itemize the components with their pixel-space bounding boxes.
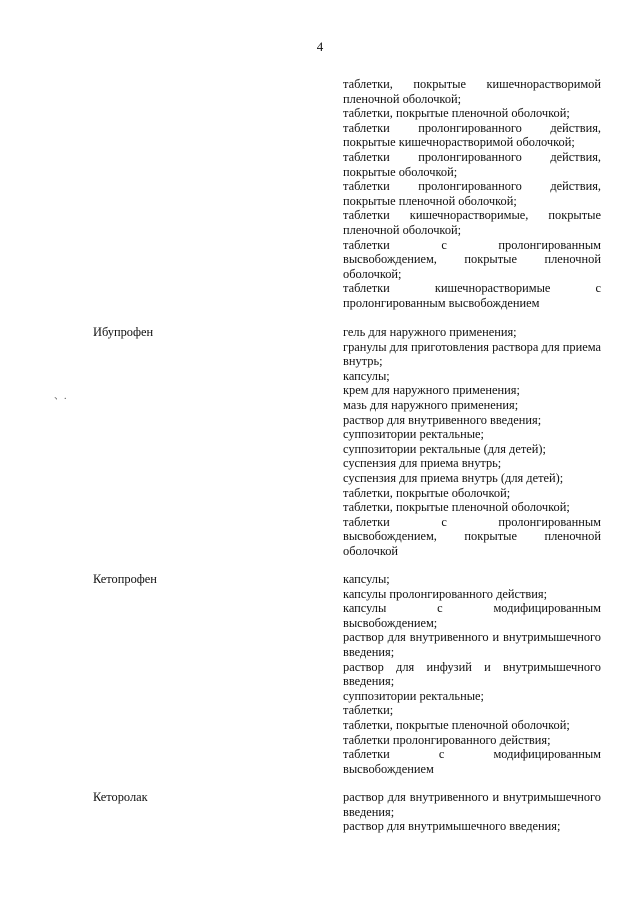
dosage-form: таблетки, покрытые пленочной оболочкой; xyxy=(343,106,570,121)
scan-artifact: 、. xyxy=(54,391,67,402)
drug-name: Кетопрофен xyxy=(93,572,157,586)
dosage-form: таблетки кишечнорастворимые с пролонгированным высвобождением xyxy=(343,281,601,310)
dosage-form: таблетки с пролонгированным высвобождением, покрытые пленочной оболочкой xyxy=(343,514,601,558)
dosage-form: таблетки кишечнорастворимые, покрытые пленочной оболочкой; xyxy=(343,208,601,237)
dosage-form: мазь для наружного применения; xyxy=(343,397,519,412)
dosage-forms-list xyxy=(343,325,601,559)
dosage-form: таблетки пролонгированного действия, покрытые кишечнорастворимой оболочкой; xyxy=(343,120,601,150)
drug-name: Ибупрофен xyxy=(93,325,154,339)
dosage-form: таблетки с модифицированным высвобождением xyxy=(343,747,601,776)
dosage-form: таблетки; xyxy=(343,703,394,718)
dosage-form: капсулы пролонгированного действия; xyxy=(343,586,548,601)
dosage-form: суспензия для приема внутрь; xyxy=(343,456,502,471)
dosage-form: раствор для внутривенного и внутримышечного введения; xyxy=(343,790,601,819)
dosage-form: капсулы; xyxy=(343,572,390,586)
dosage-forms-list xyxy=(343,572,601,776)
dosage-form: раствор для внутривенного введения; xyxy=(343,412,542,427)
dosage-form: таблетки пролонгированного действия; xyxy=(343,732,551,747)
dosage-form: суппозитории ректальные; xyxy=(343,427,484,442)
dosage-form: гранулы для приготовления раствора для приема внутрь; xyxy=(343,339,601,369)
drug-name: Кеторолак xyxy=(93,790,148,804)
page-number: 4 xyxy=(316,39,324,54)
dosage-form: капсулы с модифицированным высвобождением; xyxy=(343,601,601,630)
dosage-form: таблетки, покрытые пленочной оболочкой; xyxy=(343,500,570,515)
dosage-form: суспензия для приема внутрь (для детей); xyxy=(343,470,564,485)
dosage-form: крем для наружного применения; xyxy=(343,383,520,398)
dosage-form: раствор для внутримышечного введения; xyxy=(343,819,561,834)
dosage-form: таблетки, покрытые кишечнорастворимой пленочной оболочкой; xyxy=(343,77,601,106)
dosage-form: таблетки, покрытые оболочкой; xyxy=(343,485,511,500)
dosage-form: таблетки пролонгированного действия, покрытые оболочкой; xyxy=(343,149,601,179)
dosage-form: суппозитории ректальные (для детей); xyxy=(343,441,546,456)
dosage-form: раствор для инфузий и внутримышечного введения; xyxy=(343,659,601,689)
dosage-form: таблетки с пролонгированным высвобождением, покрытые пленочной оболочкой; xyxy=(343,237,601,281)
dosage-form: таблетки пролонгированного действия, покрытые пленочной оболочкой; xyxy=(343,179,601,208)
dosage-form: гель для наружного применения; xyxy=(343,325,517,339)
dosage-form: капсулы; xyxy=(343,368,390,383)
dosage-form: раствор для внутривенного и внутримышечного введения; xyxy=(343,630,601,659)
dosage-forms-list xyxy=(343,77,601,311)
dosage-form: таблетки, покрытые пленочной оболочкой; xyxy=(343,717,570,732)
dosage-form: суппозитории ректальные; xyxy=(343,688,484,703)
dosage-forms-list xyxy=(343,790,601,834)
